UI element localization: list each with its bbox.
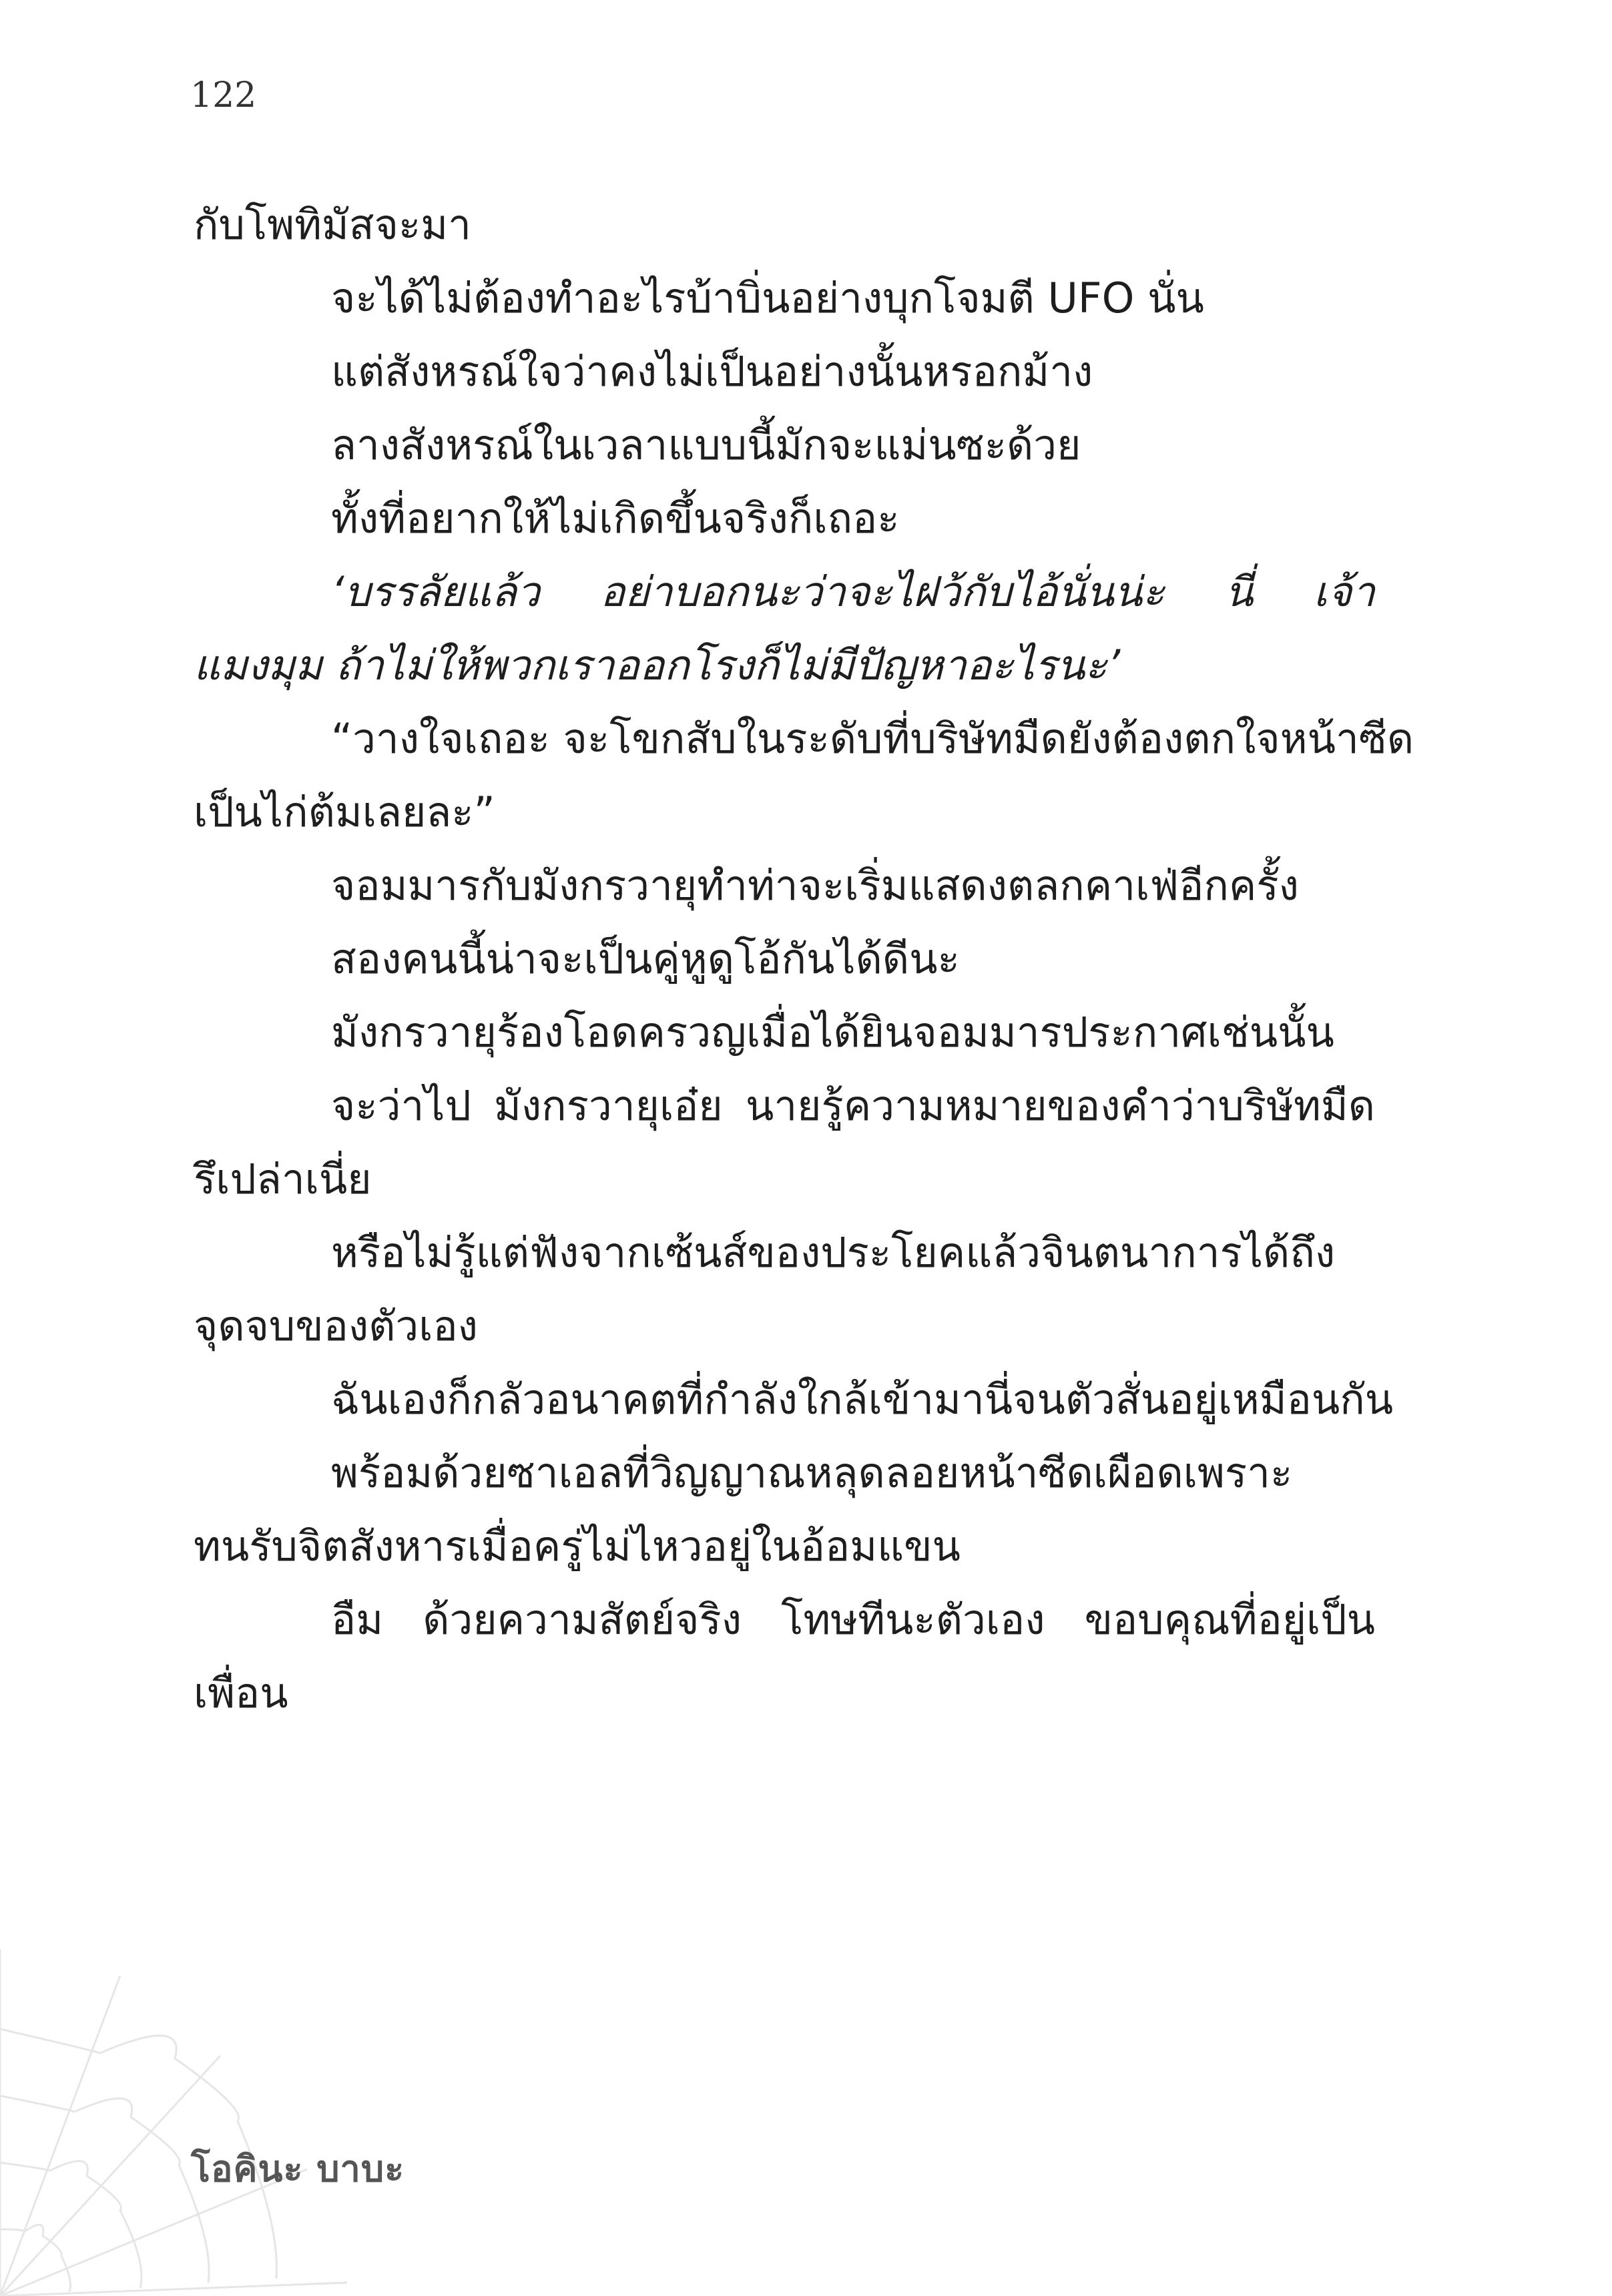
text-line: ลางสังหรณ์ในเวลาแบบนี้มักจะแม่นซะด้วย [331,420,1081,469]
text-line: แต่สังหรณ์ใจว่าคงไม่เป็นอย่างนั้นหรอกม้าง [331,347,1093,396]
page-number: 122 [190,75,257,115]
text-line: เป็นไก่ต้มเลยละ” [194,788,495,836]
text-line: รึเปล่าเนี่ย [194,1155,372,1203]
text-line: กับโพทิมัสจะมา [194,200,471,249]
text-line: ทั้งที่อยากให้ไม่เกิดขึ้นจริงก็เถอะ [331,494,900,543]
text-line: “วางใจเถอะ จะโขกสับในระดับที่บริษัทมืดยังต้องตกใจหน้าซีด [331,714,1414,763]
text-line: ฉันเองก็กลัวอนาคตที่กำลังใกล้เข้ามานี่จนตัวสั่นอยู่เหมือนกัน [331,1375,1394,1424]
spider-web-decoration [0,1949,347,2296]
text-line: เพื่อน [194,1669,288,1717]
text-line: อืม ด้วยความสัตย์จริง โทษทีนะตัวเอง ขอบคุณที่อยู่เป็น [331,1595,1375,1644]
text-line: แมงมุม ถ้าไม่ให้พวกเราออกโรงก็ไม่มีปัญหาอะไรนะ’ [194,641,1121,689]
text-line: ‘บรรลัยแล้ว อย่าบอกนะว่าจะไฝว้กับไอ้นั่นน่ะ นี่ เจ้า [331,567,1375,616]
text-line: มังกรวายุร้องโอดครวญเมื่อได้ยินจอมมารประกาศเช่นนั้น [331,1008,1334,1057]
book-title-footer: โอคินะ บาบะ [191,2148,405,2190]
text-line: จอมมารกับมังกรวายุทำท่าจะเริ่มแสดงตลกคาเฟ่อีกครั้ง [331,861,1299,910]
text-line: สองคนนี้น่าจะเป็นคู่หูดูโอ้กันได้ดีนะ [331,934,960,983]
text-line: ทนรับจิตสังหารเมื่อครู่ไม่ไหวอยู่ในอ้อมแขน [194,1522,961,1570]
text-line: จะได้ไม่ต้องทำอะไรบ้าบิ่นอย่างบุกโจมตี UFO นั่น [331,274,1204,322]
text-line: พร้อมด้วยซาเอลที่วิญญาณหลุดลอยหน้าซีดเผือดเพราะ [331,1448,1293,1497]
text-line: จะว่าไป มังกรวายุเอ๋ย นายรู้ความหมายของคำว่าบริษัทมืด [331,1081,1375,1130]
text-line: จุดจบของตัวเอง [194,1302,478,1350]
body-text [194,188,1414,1730]
text-line: หรือไม่รู้แต่ฟังจากเซ้นส์ของประโยคแล้วจินตนาการได้ถึง [331,1228,1336,1277]
